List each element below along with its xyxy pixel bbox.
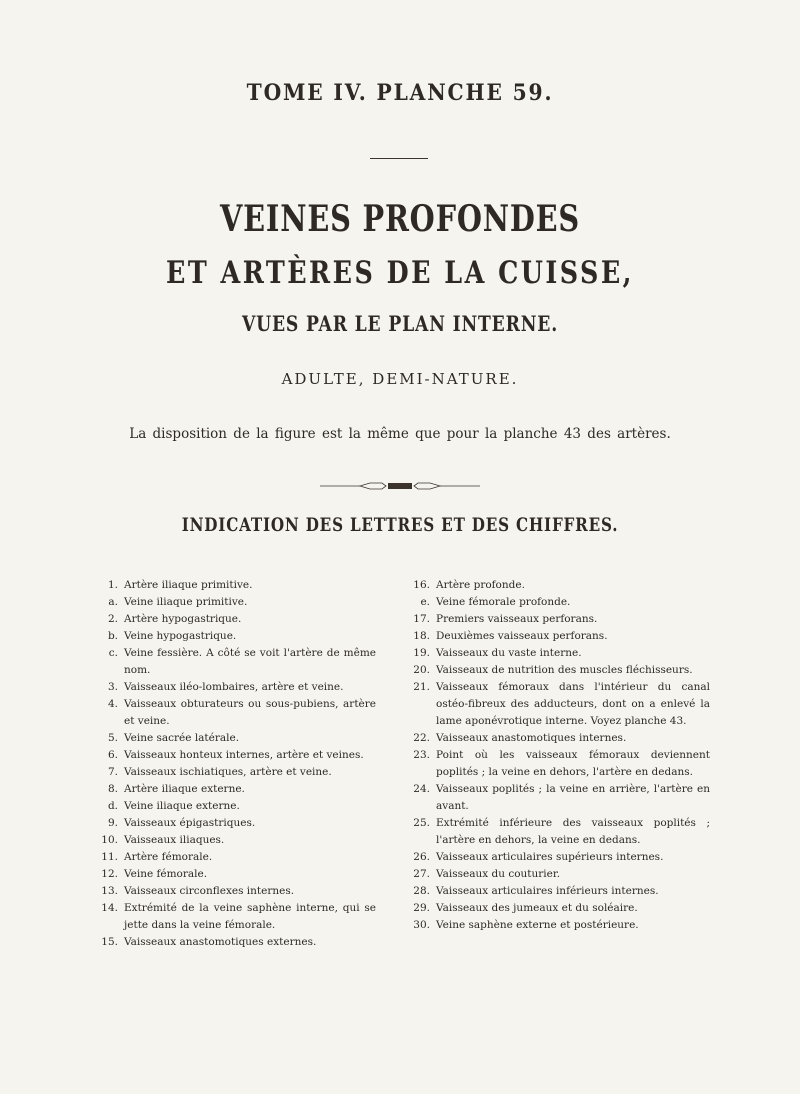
legend-key: e. bbox=[420, 596, 430, 608]
legend-description: Vaisseaux des jumeaux et du soléaire. bbox=[436, 902, 638, 914]
title-line-1: VEINES PROFONDES bbox=[220, 198, 580, 240]
legend-description: Veine saphène externe et postérieure. bbox=[436, 919, 639, 931]
legend-entry bbox=[408, 628, 710, 645]
legend-description: Vaisseaux épigastriques. bbox=[124, 817, 256, 829]
legend-key: 4. bbox=[107, 698, 118, 710]
legend-key: 2. bbox=[107, 613, 118, 625]
legend-description: Vaisseaux du couturier. bbox=[436, 868, 561, 880]
legend-key: 6. bbox=[107, 749, 118, 761]
legend-entry bbox=[408, 730, 710, 747]
legend-description: Vaisseaux de nutrition des muscles fléchisseurs. bbox=[436, 664, 693, 676]
legend-key: 3. bbox=[107, 681, 118, 693]
legend-entry bbox=[96, 628, 376, 645]
legend-key: 13. bbox=[101, 885, 118, 897]
legend-key: b. bbox=[107, 630, 118, 642]
legend-entry bbox=[96, 696, 376, 730]
legend-entry bbox=[408, 781, 710, 815]
title-line-2: ET ARTÈRES DE LA CUISSE, bbox=[166, 255, 634, 291]
legend-key: 10. bbox=[101, 834, 118, 846]
legend-entry bbox=[96, 594, 376, 611]
plate-header: TOME IV. PLANCHE 59. bbox=[246, 80, 554, 106]
legend-key: 24. bbox=[413, 783, 430, 795]
title-line-3: VUES PAR LE PLAN INTERNE. bbox=[241, 311, 559, 336]
legend-key: 19. bbox=[413, 647, 430, 659]
legend-entry bbox=[96, 832, 376, 849]
legend-entry bbox=[96, 900, 376, 934]
legend-key: 23. bbox=[413, 749, 430, 761]
legend-key: c. bbox=[108, 647, 118, 659]
legend-key: 27. bbox=[413, 868, 430, 880]
legend-description: Veine fémorale profonde. bbox=[436, 596, 571, 608]
section-heading: INDICATION DES LETTRES ET DES CHIFFRES. bbox=[181, 514, 619, 536]
legend-key: 15. bbox=[101, 936, 118, 948]
legend-entry bbox=[408, 679, 710, 730]
legend-key: 28. bbox=[413, 885, 430, 897]
legend-entry bbox=[408, 849, 710, 866]
legend-key: 16. bbox=[413, 579, 430, 591]
legend-description: Vaisseaux iléo-lombaires, artère et veine. bbox=[124, 681, 344, 693]
legend-description: Vaisseaux poplités ; la veine en arrière, l'artère en avant. bbox=[436, 783, 710, 812]
legend-entry bbox=[408, 866, 710, 883]
legend-description: Veine hypogastrique. bbox=[124, 630, 237, 642]
legend-key: 1. bbox=[107, 579, 118, 591]
legend-entry bbox=[408, 577, 710, 594]
legend-entry bbox=[96, 866, 376, 883]
legend-entry bbox=[96, 577, 376, 594]
legend-description: Veine sacrée latérale. bbox=[124, 732, 240, 744]
legend-key: a. bbox=[108, 596, 118, 608]
legend-description: Vaisseaux circonflexes internes. bbox=[124, 885, 295, 897]
title-line-4: ADULTE, DEMI-NATURE. bbox=[281, 370, 519, 388]
header-divider bbox=[370, 158, 428, 159]
legend-key: 7. bbox=[107, 766, 118, 778]
legend-description: Artère hypogastrique. bbox=[124, 613, 242, 625]
legend-description: Vaisseaux iliaques. bbox=[124, 834, 225, 846]
legend-key: 17. bbox=[413, 613, 430, 625]
legend-description: Artère iliaque externe. bbox=[124, 783, 245, 795]
legend-description: Point où les vaisseaux fémoraux deviennent poplités ; la veine en dehors, l'artère en dedans. bbox=[436, 749, 710, 778]
legend-entry bbox=[96, 730, 376, 747]
legend-entry bbox=[96, 645, 376, 679]
legend-description: Vaisseaux du vaste interne. bbox=[436, 647, 582, 659]
legend-entry bbox=[408, 611, 710, 628]
legend-key: 26. bbox=[413, 851, 430, 863]
legend-description: Extrémité inférieure des vaisseaux poplités ; l'artère en dehors, la veine en dedans. bbox=[436, 817, 710, 846]
legend-entry bbox=[408, 917, 710, 934]
legend-entry bbox=[96, 883, 376, 900]
legend-entry bbox=[96, 679, 376, 696]
legend-entry bbox=[408, 645, 710, 662]
legend-entry bbox=[408, 594, 710, 611]
legend-key: 9. bbox=[107, 817, 118, 829]
ornament-divider bbox=[320, 481, 480, 491]
legend-entry bbox=[408, 747, 710, 781]
legend-entry bbox=[408, 900, 710, 917]
legend-key: 8. bbox=[107, 783, 118, 795]
legend-description: Vaisseaux anastomotiques externes. bbox=[124, 936, 317, 948]
legend-left-column bbox=[96, 577, 376, 951]
legend-description: Extrémité de la veine saphène interne, qui se jette dans la veine fémorale. bbox=[124, 902, 376, 931]
legend-entry bbox=[96, 849, 376, 866]
legend-key: 29. bbox=[413, 902, 430, 914]
legend-entry bbox=[96, 747, 376, 764]
legend-key: 22. bbox=[413, 732, 430, 744]
legend-key: 11. bbox=[101, 851, 118, 863]
legend-key: 25. bbox=[413, 817, 430, 829]
legend-description: Artère iliaque primitive. bbox=[124, 579, 253, 591]
legend-entry bbox=[96, 934, 376, 951]
legend-entry bbox=[96, 764, 376, 781]
legend-description: Vaisseaux ischiatiques, artère et veine. bbox=[124, 766, 332, 778]
legend-description: Vaisseaux honteux internes, artère et veines. bbox=[124, 749, 364, 761]
legend-entry bbox=[408, 883, 710, 900]
legend-description: Vaisseaux fémoraux dans l'intérieur du canal ostéo-fibreux des adducteurs, dont on a enlevé la lame aponévrotique interne. Voyez planche 43. bbox=[436, 681, 710, 727]
legend-entry bbox=[96, 611, 376, 628]
legend-description: Veine iliaque primitive. bbox=[124, 596, 248, 608]
legend-key: 14. bbox=[101, 902, 118, 914]
legend-description: Vaisseaux obturateurs ou sous-pubiens, artère et veine. bbox=[124, 698, 376, 727]
legend-description: Veine fessière. A côté se voit l'artère de même nom. bbox=[124, 647, 376, 676]
legend-description: Artère profonde. bbox=[436, 579, 525, 591]
legend-key: 20. bbox=[413, 664, 430, 676]
legend-right-column bbox=[408, 577, 710, 934]
legend-description: Vaisseaux anastomotiques internes. bbox=[436, 732, 627, 744]
legend-key: 21. bbox=[413, 681, 430, 693]
legend-description: Vaisseaux articulaires supérieurs internes. bbox=[436, 851, 664, 863]
legend-entry bbox=[96, 815, 376, 832]
legend-key: 30. bbox=[413, 919, 430, 931]
legend-key: d. bbox=[107, 800, 118, 812]
legend-key: 12. bbox=[101, 868, 118, 880]
legend-description: Veine fémorale. bbox=[124, 868, 208, 880]
legend-key: 18. bbox=[413, 630, 430, 642]
disposition-note: La disposition de la figure est la même que pour la planche 43 des artères. bbox=[129, 426, 671, 442]
legend-entry bbox=[408, 662, 710, 679]
legend-description: Veine iliaque externe. bbox=[124, 800, 240, 812]
legend-entry bbox=[408, 815, 710, 849]
legend-description: Premiers vaisseaux perforans. bbox=[436, 613, 598, 625]
legend-entry bbox=[96, 781, 376, 798]
legend-description: Vaisseaux articulaires inférieurs internes. bbox=[436, 885, 659, 897]
legend-entry bbox=[96, 798, 376, 815]
legend-key: 5. bbox=[107, 732, 118, 744]
legend-description: Artère fémorale. bbox=[124, 851, 213, 863]
legend-description: Deuxièmes vaisseaux perforans. bbox=[436, 630, 608, 642]
